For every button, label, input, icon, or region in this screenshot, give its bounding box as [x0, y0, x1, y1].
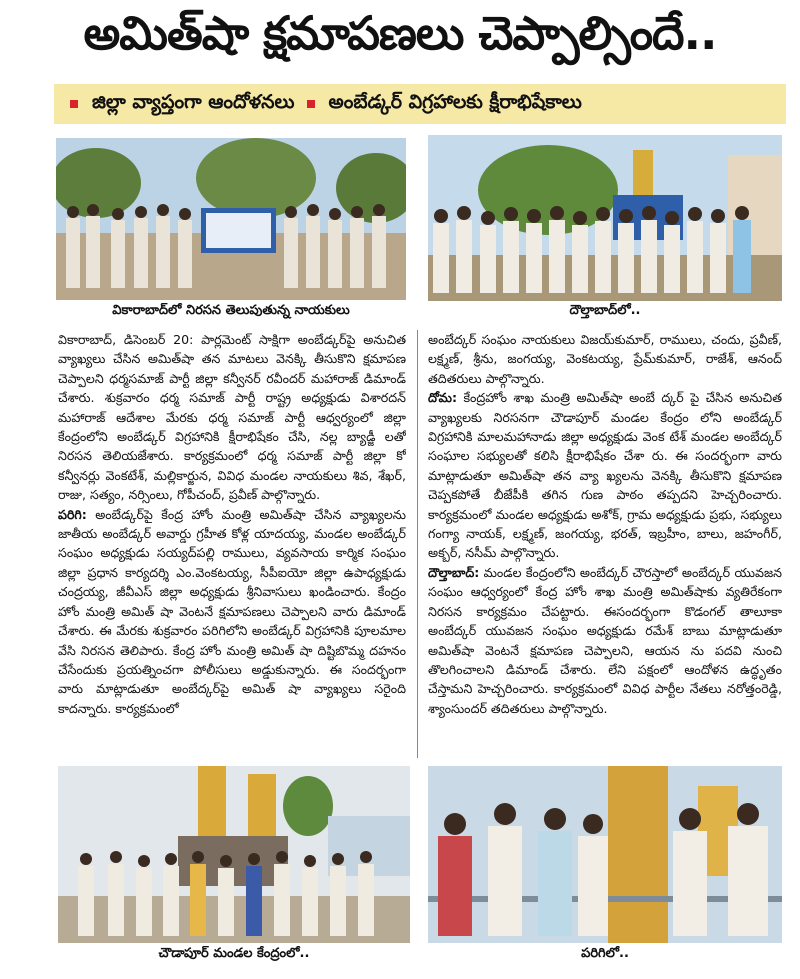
right-column-text	[428, 330, 782, 758]
right-para-daulatabad-body: మండల కేంద్రంలోని అంబేద్కర్ చౌరస్తాలో అంబేద్కర్ యువజన సంఘం ఆధ్వర్యంలో కేంద్ర హోం శాఖ మంత్రి అమిత్‌షాకు వ్యతిరేకంగా నిరసన కార్యక్రమం చేపట్టారు. ఈసందర్భంగా కొడంగల్ తాలూకా అంబేద్కర్ యువజన సంఘం అధ్యక్షుడు రమేశ్ బాబు మాట్లాడుతూ అమిత్‌షా వెంటనే క్షమాపణ చెప్పాలని, ఆయన ను పదవి నుంచి తొలగించాలని డిమాండ్ చేశారు. లేని పక్షంలో ఆందోళన ఉద్ధృతం చేస్తామని హెచ్చరించారు. కార్యక్రమంలో వివిధ పార్టీల నేతలు నరోత్తంరెడ్డి, శ్యాంసుందర్ తదితరులు పాల్గొన్నారు.	[428, 564, 782, 716]
photo-daulatabad-protest	[428, 135, 782, 301]
caption-photo-parigi: పరిగిలో..	[581, 946, 629, 961]
caption-photo-vikarabad: వికారాబాద్‌లో నిరసన తెలుపుతున్న నాయకులు	[112, 303, 350, 318]
right-para-doma	[428, 388, 782, 563]
bullet-icon	[70, 100, 78, 108]
right-para-daulatabad	[428, 563, 782, 718]
column-divider	[417, 330, 418, 758]
headline: అమిత్‌షా క్షమాపణలు చెప్పాల్సిందే..	[83, 6, 717, 60]
photo-chowdapur-protest	[58, 766, 410, 943]
right-para-continuation: అంబేద్కర్ సంఘం నాయకులు విజయ్‌కుమార్, రాములు, చందు, ప్రవీణ్, లక్ష్మణ్, శ్రీను, జంగయ్య, వెంకటయ్య, ప్రేమ్‌కుమార్, రాజేశ్, ఆనంద్ తదితరులు పాల్గొన్నారు.	[428, 332, 782, 386]
photo-parigi-protest	[428, 766, 782, 943]
bullet-icon	[307, 100, 315, 108]
left-para-parigi-body: అంబేడ్కర్‌పై కేంద్ర హోం మంత్రి అమిత్‌షా చేసిన వ్యాఖ్యలను జాతీయ అంబేడ్కర్ అవార్డు గ్రహీత కోళ్ల యాదయ్య, మండల అంబేడ్కర్ సంఘం అధ్యక్షుడు సయ్యద్‌పల్లి రాములు, వ్యవసాయ కార్మిక సంఘం జిల్లా ప్రధాన కార్యదర్శి ఎం.వెంకటయ్య, సీపీఐయో జిల్లా ఉపాధ్యక్షుడు చంద్రయ్య, జీవీఎస్ జిల్లా అధ్యక్షుడు శ్రీనివాసులు ఖండించారు. కేంద్రం హోం మంత్రి అమిత్ షా వెంటనే క్షమాపణలు చెప్పాలని వారు డిమాండ్ చేశారు. ఈ మేరకు శుక్రవారం పరిగిలోని అంబేడ్కర్ విగ్రహానికి పూలమాల వేసి నిరసన తెలిపారు. కేంద్ర హోం మంత్రి అమిత్ షా దిష్టిబొమ్మ దహనం చేసేందుకు ప్రయత్నించగా పోలీసులు అడ్డుకున్నారు. ఈ సందర్భంగా వారు మాట్లాడుతూ అంబేద్కర్‌పై అమిత్ షా వ్యాఖ్యలు సరైంది కాదన్నారు. కార్యక్రమంలో	[58, 506, 406, 716]
left-para-parigi-lead: పరిగి:	[58, 506, 87, 522]
left-para-vikarabad: వికారాబాద్, డిసెంబర్ 20: పార్లమెంట్ సాక్షిగా అంబేడ్కర్‌పై అనుచిత వ్యాఖ్యలు చేసిన అమిత్‌షా తన మాటలు వెనక్కి తీసుకొని క్షమాపణ చెప్పాలని ధర్మసమాజ్ పార్టీ జిల్లా కన్వీనర్ రవీందర్ మహారాజ్ డిమాండ్ చేశారు. శుక్రవారం ధర్మ సమాజ్ పార్టీ రాష్ట్ర అధ్యక్షుడు విశారదన్ మహారాజ్ ఆదేశాల మేరకు ధర్మ సమాజ్ పార్టీ ఆధ్వర్యంలో జిల్లా కేంద్రంలోని అంబేడ్కర్ విగ్రహానికి క్షీరాభిషేకం చేసి, నల్ల బ్యాడ్జీ లతో నిరసన తెలియజేశారు. కార్యక్రమంలో ధర్మ సమాజ్ పార్టీ జిల్లా కో కన్వీనర్లు వెంకటేశ్, మల్లికార్జున, వివిధ మండల నాయకులు శివ, శేఖర్, రాజు, సత్యం, నర్సింలు, గోపీచంద్, ప్రవీణ్ పాల్గొన్నారు.	[58, 332, 406, 503]
caption-photo-chowdapur: చౌడాపూర్ మండల కేంద్రంలో..	[158, 946, 310, 961]
subheadline-bar	[54, 84, 786, 124]
left-para-parigi	[58, 505, 406, 718]
right-para-daulatabad-lead: దౌల్తాబాద్:	[428, 564, 480, 580]
left-column-text	[58, 330, 406, 758]
photo-vikarabad-protest	[56, 138, 406, 300]
subheadline-right: అంబేడ్కర్ విగ్రహాలకు క్షీరాభిషేకాలు	[328, 90, 582, 113]
right-para-doma-lead: దోమ:	[428, 390, 458, 406]
caption-photo-daulatabad: దౌల్తాబాద్‌లో..	[569, 303, 641, 318]
subheadline-left: జిల్లా వ్యాప్తంగా ఆందోళనలు	[92, 90, 295, 113]
right-para-doma-body: కేంద్రహోం శాఖ మంత్రి అమిత్‌షా అంబే ద్కర్ పై చేసిన అనుచిత వ్యాఖ్యలకు నిరసనగా చౌడాపూర్ మండల కేంద్రం లోని అంబేడ్కర్ విగ్రహానికి మాలమహానాడు జిల్లా అధ్యక్షుడు వెంక టేశ్ మండల అంబేద్కర్ సంఘాల సభ్యులతో కలిసి క్షీరాభిషేకం చేశా రు. ఈ సందర్భంగా వారు మాట్లాడుతూ అమిత్‌షా తన వ్యా ఖ్యలను వెనక్కి తీసుకొని క్షమాపణ చెప్పకపోతే బీజేపీకి తగిన గుణ పాఠం తప్పదని హెచ్చరించారు. కార్యక్రమంలో మండల అధ్యక్షుడు అశోక్, గ్రామ అధ్యక్షుడు ప్రభు, సభ్యులు గంగ్యా నాయక్, లక్ష్మణ్, జంగయ్య, భరత్, ఇబ్రహీం, బాలు, జహంగీర్, అక్బర్, నసీమ్ పాల్గొన్నారు.	[428, 390, 782, 561]
